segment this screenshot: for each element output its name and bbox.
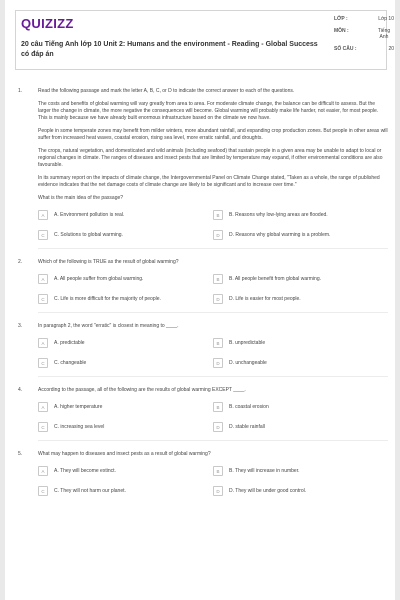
option-text: D. Life is easier for most people. [229,295,301,302]
answer-option[interactable] [38,358,213,368]
option-letter-box: B [213,466,223,476]
answer-option[interactable] [213,338,388,348]
question-number: 1. [18,88,23,94]
meta-panel [334,16,394,58]
question-number: 4. [18,387,23,393]
meta-label: SỐ CÂU : [334,46,357,52]
meta-label: LỚP : [334,16,348,22]
option-letter-box: D [213,358,223,368]
meta-row-count [334,46,394,52]
answer-option[interactable] [38,486,213,496]
option-text: B. coastal erosion [229,403,269,410]
questions-content [18,88,388,496]
answer-options [38,274,388,304]
question-text: What may happen to diseases and insect pests as a result of global warming? [38,451,211,457]
option-text: C. changeable [54,359,87,366]
option-letter-box: A [38,402,48,412]
answer-options [38,402,388,432]
option-text: B. Reasons why low-lying areas are flooded. [229,211,328,218]
option-text: A. Environment pollution is real. [54,211,125,218]
option-text: C. They will not harm our planet. [54,487,126,494]
question-divider [38,312,388,313]
question-3 [18,323,388,377]
reading-passage [38,101,388,202]
question-divider [38,248,388,249]
option-letter-box: C [38,230,48,240]
option-text: C. Life is more difficult for the majority of people. [54,295,161,302]
question-text: What is the main idea of the passage? [38,195,124,201]
passage-paragraph: People in some temperate zones may benefit from milder winters, more abundant rainfall, and expanding crop production zones. But people in other areas will suffer from increased heat waves, coastal erosion, rising sea level, more erratic rainfall, and droughts. [38,128,388,141]
worksheet-page [5,0,395,600]
question-number: 2. [18,259,23,265]
passage-paragraph: In its summary report on the impacts of climate change, the Intergovernmental Panel on Climate Change stated, "Taken as a whole, the range of published evidence indicates that the net damage costs of climate change are likely to be significant and to increase over time." [38,175,380,188]
answer-option[interactable] [213,466,388,476]
answer-option[interactable] [38,294,213,304]
option-text: A. higher temperature [54,403,103,410]
answer-option[interactable] [213,422,388,432]
worksheet-header [15,10,394,70]
option-letter-box: B [213,402,223,412]
question-5 [18,451,388,496]
question-4 [18,387,388,441]
option-letter-box: A [38,466,48,476]
passage-paragraph: The crops, natural vegetation, and domesticated and wild animals (including seafood) that sustain people in a given area may be unable to adapt to local or regional changes in climate. The ranges of diseases and insect pests that are limited by temperature may expand, if other environmental conditions are also favourable. [38,148,383,168]
meta-label: MÔN : [334,28,349,34]
option-letter-box: B [213,274,223,284]
option-letter-box: A [38,338,48,348]
option-text: A. All people suffer from global warming. [54,275,144,282]
answer-option[interactable] [38,210,213,220]
question-text: Which of the following is TRUE as the result of global warming? [38,259,179,265]
option-text: A. predictable [54,339,85,346]
question-text: In paragraph 2, the word "erratic" is closest in meaning to ____. [38,323,179,329]
option-text: D. Reasons why global warming is a problem. [229,231,331,238]
option-letter-box: A [38,210,48,220]
option-letter-box: A [38,274,48,284]
option-letter-box: D [213,422,223,432]
meta-value: 20 [388,46,394,52]
quizizz-logo: QUIZIZZ [21,16,74,31]
option-letter-box: B [213,210,223,220]
option-letter-box: D [213,230,223,240]
option-letter-box: C [38,486,48,496]
option-letter-box: C [38,358,48,368]
option-letter-box: C [38,422,48,432]
question-1 [18,88,388,95]
question-instruction: Read the following passage and mark the letter A, B, C, or D to indicate the correct answer to each of the questions. [38,88,295,94]
option-text: B. They will increase in number. [229,467,300,474]
question-text: According to the passage, all of the following are the results of global warming EXCEPT ____. [38,387,246,393]
passage-paragraph: The costs and benefits of global warming will vary greatly from area to area. For moderate climate change, the balance can be difficult to assess. But the larger the change in climate, the more negative the consequences will become. Global warming will probably make life harder, not easier, for most people. This is mainly because we have already built enormous infrastructure based on the climate we now have. [38,101,379,121]
answer-option[interactable] [38,466,213,476]
answer-option[interactable] [213,486,388,496]
option-text: B. unpredictable [229,339,266,346]
answer-option[interactable] [213,274,388,284]
option-text: C. Solutions to global warming. [54,231,123,238]
question-divider [38,440,388,441]
question-2 [18,259,388,313]
option-letter-box: D [213,294,223,304]
meta-value: Tiếng Anh [377,28,391,40]
meta-row-class [334,16,394,22]
question-divider [38,376,388,377]
answer-option[interactable] [38,402,213,412]
option-text: D. unchangeable [229,359,267,366]
question-number: 5. [18,451,23,457]
answer-options [38,466,388,496]
option-letter-box: B [213,338,223,348]
answer-option[interactable] [213,230,388,240]
option-text: A. They will become extinct. [54,467,116,474]
answer-option[interactable] [38,422,213,432]
option-text: C. increasing sea level [54,423,105,430]
answer-option[interactable] [213,294,388,304]
answer-options [38,338,388,368]
answer-option[interactable] [213,358,388,368]
option-text: D. stable rainfall [229,423,265,430]
meta-row-subject [334,28,394,40]
meta-value: Lớp 10 [378,16,394,22]
option-letter-box: D [213,486,223,496]
option-letter-box: C [38,294,48,304]
question-number: 3. [18,323,23,329]
worksheet-title: 20 câu Tiếng Anh lớp 10 Unit 2: Humans and the environment - Reading - Global Success có đáp án [21,41,318,58]
answer-option[interactable] [38,338,213,348]
option-text: B. All people benefit from global warming. [229,275,321,282]
answer-option[interactable] [38,230,213,240]
answer-option[interactable] [213,210,388,220]
answer-option[interactable] [38,274,213,284]
option-text: D. They will be under good control. [229,487,307,494]
answer-options [38,210,388,240]
answer-option[interactable] [213,402,388,412]
